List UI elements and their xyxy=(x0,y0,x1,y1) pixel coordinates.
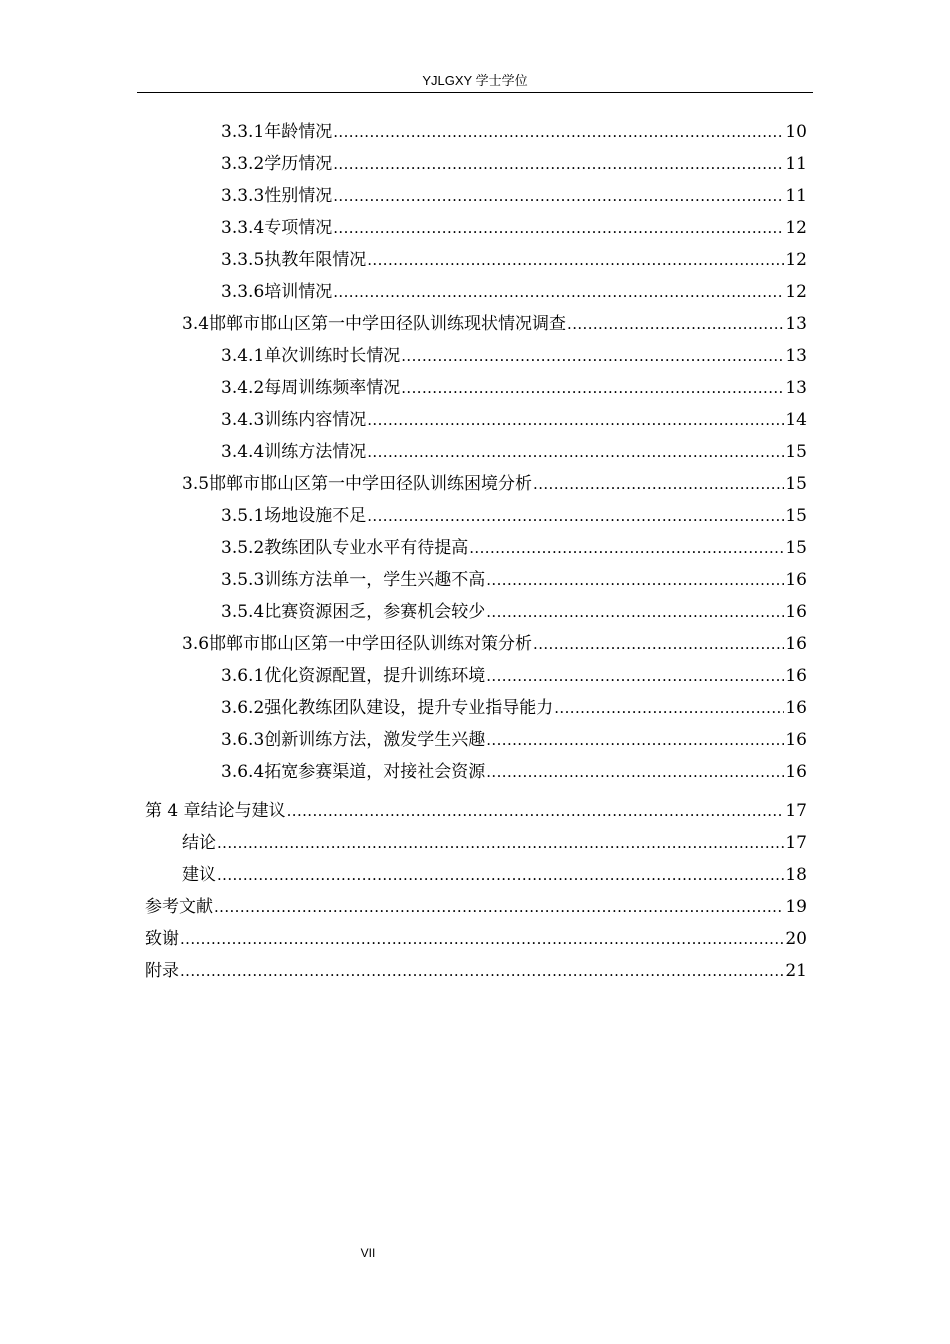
toc-entry-title: 结论 xyxy=(182,833,216,853)
toc-entry[interactable] xyxy=(145,276,807,308)
toc-entry[interactable] xyxy=(145,660,807,692)
page-header: YJLGXY 学士学位 xyxy=(422,73,528,88)
toc-entry-page: 17 xyxy=(785,833,807,853)
toc-entry[interactable] xyxy=(145,148,807,180)
toc-entry-page: 14 xyxy=(785,410,807,430)
toc-entry-title: 执教年限情况 xyxy=(264,250,367,270)
toc-entry-page: 15 xyxy=(785,442,807,462)
toc-entry-number: 3.3.4 xyxy=(221,218,265,238)
toc-entry[interactable] xyxy=(145,436,807,468)
toc-entry[interactable] xyxy=(145,859,807,891)
toc-entry-title: 邯郸市邯山区第一中学田径队训练对策分析 xyxy=(209,634,533,654)
toc-entry-number: 3.5 xyxy=(182,474,210,494)
toc-entry-title: 优化资源配置，提升训练环境 xyxy=(264,666,486,686)
toc-entry[interactable] xyxy=(145,692,807,724)
toc-dot-leader xyxy=(367,500,784,532)
toc-dot-leader xyxy=(367,436,784,468)
toc-entry-title: 场地设施不足 xyxy=(264,506,367,526)
toc-entry[interactable] xyxy=(145,340,807,372)
toc-entry[interactable] xyxy=(145,244,807,276)
toc-entry-number: 3.5.3 xyxy=(221,570,265,590)
toc-entry[interactable] xyxy=(145,212,807,244)
toc-entry-title: 训练方法单一，学生兴趣不高 xyxy=(264,570,486,590)
toc-entry[interactable] xyxy=(145,468,807,500)
toc-entry[interactable] xyxy=(145,891,807,923)
toc-dot-leader xyxy=(533,468,784,500)
page-number: VII xyxy=(360,1246,376,1260)
toc-dot-leader xyxy=(180,923,784,955)
toc-entry-title: 结论与建议 xyxy=(200,801,286,821)
toc-entry-number: 3.6.2 xyxy=(221,698,265,718)
toc-entry-number: 3.4.1 xyxy=(221,346,265,366)
toc-entry[interactable] xyxy=(145,756,807,788)
toc-entry-title: 附录 xyxy=(145,961,179,981)
toc-entry-title: 单次训练时长情况 xyxy=(264,346,401,366)
toc-dot-leader xyxy=(469,532,784,564)
toc-entry[interactable] xyxy=(145,724,807,756)
toc-entry-page: 12 xyxy=(785,282,807,302)
toc-entry[interactable] xyxy=(145,564,807,596)
toc-entry-page: 16 xyxy=(785,602,807,622)
toc-dot-leader xyxy=(367,244,784,276)
toc-dot-leader xyxy=(333,116,784,148)
toc-dot-leader xyxy=(486,756,784,788)
toc-entry-title: 强化教练团队建设，提升专业指导能力 xyxy=(264,698,554,718)
toc-dot-leader xyxy=(333,276,784,308)
toc-entry-page: 13 xyxy=(785,378,807,398)
toc-dot-leader xyxy=(217,859,784,891)
toc-entry-title: 邯郸市邯山区第一中学田径队训练现状情况调查 xyxy=(209,314,567,334)
toc-dot-leader xyxy=(287,795,785,827)
toc-entry-page: 12 xyxy=(785,250,807,270)
toc-entry[interactable] xyxy=(145,500,807,532)
toc-entry-page: 12 xyxy=(785,218,807,238)
toc-dot-leader xyxy=(486,596,784,628)
toc-entry-number: 第 4 章 xyxy=(145,801,201,821)
toc-entry[interactable] xyxy=(145,308,807,340)
toc-entry[interactable] xyxy=(145,180,807,212)
toc-entry[interactable] xyxy=(145,628,807,660)
toc-entry[interactable] xyxy=(145,596,807,628)
toc-entry-title: 创新训练方法，激发学生兴趣 xyxy=(264,730,486,750)
toc-entry-page: 18 xyxy=(785,865,807,885)
toc-entry-page: 21 xyxy=(785,961,807,981)
toc-entry-page: 10 xyxy=(785,122,807,142)
toc-entry-title: 致谢 xyxy=(145,929,179,949)
toc-entry-title: 专项情况 xyxy=(264,218,333,238)
toc-entry-title: 建议 xyxy=(182,865,216,885)
toc-entry[interactable] xyxy=(145,795,807,827)
toc-entry-title: 拓宽参赛渠道，对接社会资源 xyxy=(264,762,486,782)
toc-dot-leader xyxy=(333,180,784,212)
toc-entry-page: 13 xyxy=(785,346,807,366)
toc-dot-leader xyxy=(486,724,784,756)
toc-entry[interactable] xyxy=(145,827,807,859)
table-of-contents xyxy=(145,116,807,987)
toc-entry[interactable] xyxy=(145,955,807,987)
toc-dot-leader xyxy=(401,372,784,404)
toc-entry-title: 参考文献 xyxy=(145,897,213,917)
toc-dot-leader xyxy=(401,340,784,372)
toc-entry-title: 培训情况 xyxy=(264,282,333,302)
toc-entry-page: 16 xyxy=(785,634,807,654)
toc-dot-leader xyxy=(333,148,784,180)
toc-entry-title: 邯郸市邯山区第一中学田径队训练困境分析 xyxy=(209,474,533,494)
toc-entry-number: 3.6 xyxy=(182,634,210,654)
toc-dot-leader xyxy=(567,308,784,340)
toc-dot-leader xyxy=(533,628,784,660)
toc-entry-page: 11 xyxy=(785,186,807,206)
toc-entry-page: 17 xyxy=(785,801,807,821)
toc-dot-leader xyxy=(486,660,784,692)
toc-entry-title: 学历情况 xyxy=(264,154,333,174)
toc-entry-number: 3.4.3 xyxy=(221,410,265,430)
toc-entry-page: 16 xyxy=(785,698,807,718)
toc-entry-number: 3.5.4 xyxy=(221,602,265,622)
toc-entry-title: 年龄情况 xyxy=(264,122,333,142)
toc-entry-page: 16 xyxy=(785,570,807,590)
toc-dot-leader xyxy=(214,891,784,923)
toc-entry-title: 比赛资源困乏，参赛机会较少 xyxy=(264,602,486,622)
toc-entry-number: 3.3.1 xyxy=(221,122,265,142)
toc-entry[interactable] xyxy=(145,372,807,404)
toc-entry-page: 15 xyxy=(785,474,807,494)
toc-dot-leader xyxy=(367,404,784,436)
toc-dot-leader xyxy=(554,692,784,724)
toc-entry-page: 19 xyxy=(785,897,807,917)
toc-entry-title: 性别情况 xyxy=(264,186,333,206)
toc-entry-page: 15 xyxy=(785,506,807,526)
toc-dot-leader xyxy=(486,564,784,596)
toc-entry-number: 3.4.2 xyxy=(221,378,265,398)
toc-entry-number: 3.5.2 xyxy=(221,538,265,558)
toc-entry-number: 3.5.1 xyxy=(221,506,265,526)
header-rule xyxy=(137,92,813,93)
toc-entry-page: 16 xyxy=(785,762,807,782)
toc-entry-title: 教练团队专业水平有待提高 xyxy=(264,538,469,558)
toc-entry[interactable] xyxy=(145,116,807,148)
toc-entry[interactable] xyxy=(145,923,807,955)
toc-entry-number: 3.3.3 xyxy=(221,186,265,206)
toc-entry-number: 3.6.4 xyxy=(221,762,265,782)
toc-entry-page: 16 xyxy=(785,730,807,750)
toc-dot-leader xyxy=(333,212,784,244)
toc-entry-page: 13 xyxy=(785,314,807,334)
toc-entry-page: 11 xyxy=(785,154,807,174)
toc-entry-number: 3.3.6 xyxy=(221,282,265,302)
toc-entry-page: 16 xyxy=(785,666,807,686)
toc-entry-title: 每周训练频率情况 xyxy=(264,378,401,398)
toc-entry-page: 15 xyxy=(785,538,807,558)
toc-entry-number: 3.4.4 xyxy=(221,442,265,462)
toc-entry-title: 训练方法情况 xyxy=(264,442,367,462)
toc-dot-leader xyxy=(217,827,784,859)
toc-entry-number: 3.4 xyxy=(182,314,210,334)
toc-entry-page: 20 xyxy=(785,929,807,949)
toc-entry-title: 训练内容情况 xyxy=(264,410,367,430)
toc-entry-number: 3.6.1 xyxy=(221,666,265,686)
toc-entry[interactable] xyxy=(145,532,807,564)
toc-entry[interactable] xyxy=(145,404,807,436)
toc-entry-number: 3.3.5 xyxy=(221,250,265,270)
toc-entry-number: 3.6.3 xyxy=(221,730,265,750)
toc-dot-leader xyxy=(180,955,784,987)
toc-entry-number: 3.3.2 xyxy=(221,154,265,174)
